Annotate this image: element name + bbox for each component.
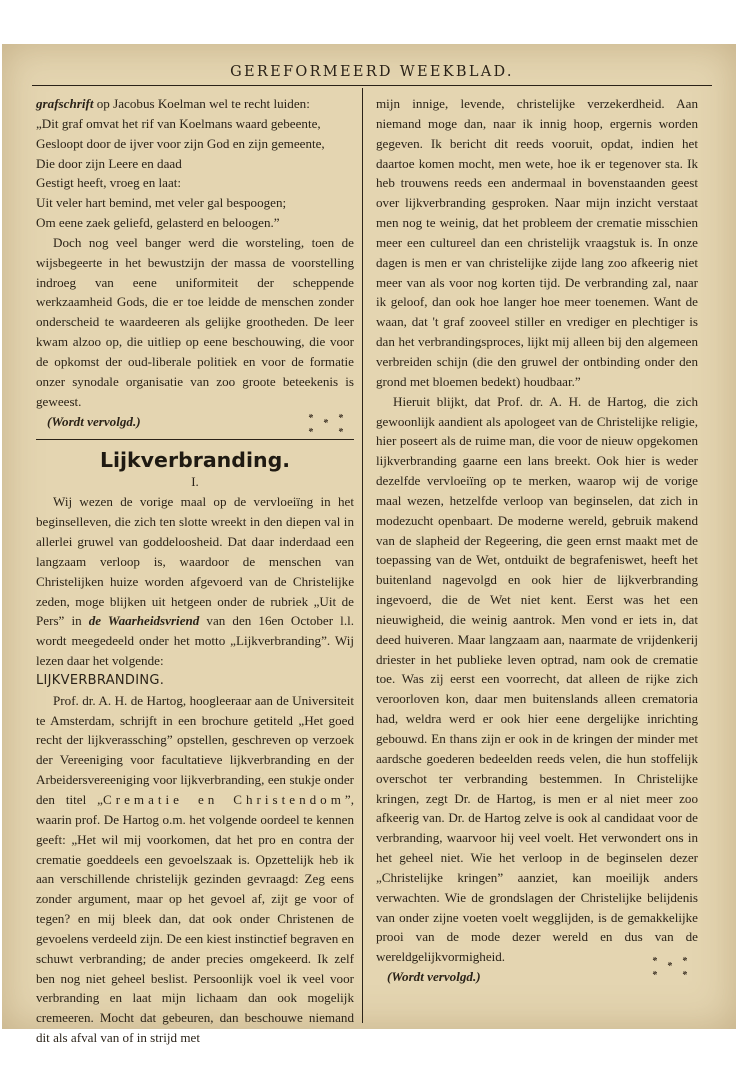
paragraph-text: ”, waarin prof. De Hartog o.m. het volgende oordeel te kennen geeft: „Het wil mij voorkomen, dat het pro en contra der crematie goeddeels een gevoelszaak is. Opzettelijk heb ik aan verschillende christelijk gezinden gevraagd: Zeg eens zonder argument, maar op het gevoel af, zijt ge voor of tegen? en mij bleek dan, dat ook onder Christenen de gevoelens verdeeld zijn. De een kiest instinctief begraven en schuwt verbranding; de ander precies omgekeerd. Ik zelf ben nog niet geheel beslist. Persoonlijk voel ik veel voor verbranding en laat mijn lichaam dan ook mogelijk cremeeren. Mocht dat gebeuren, dan beschouwe niemand dit als afval van of in strijd met — [36, 792, 354, 1046]
verse-line: Om eene zaek geliefd, gelasterd en beloogen.” — [36, 215, 280, 231]
source-title: de Waarheidsvriend — [88, 613, 200, 629]
intro-line — [36, 94, 354, 114]
paragraph-text: van den 16en October l.l. wordt meegedeeld onder het motto „Lijkverbranding”. Wij lezen daar het volgende: — [36, 613, 355, 669]
right-column — [376, 94, 698, 987]
newspaper-page — [2, 44, 736, 1046]
masthead-rule — [32, 85, 712, 86]
intro-lead-italic: grafschrift — [36, 96, 94, 111]
masthead-title: GEREFORMEERD WEEKBLAD. — [230, 64, 514, 80]
article-part-number: I. — [191, 474, 199, 490]
epitaph-verse — [36, 114, 354, 233]
article-title: Lijkverbranding. — [99, 448, 291, 473]
to-be-continued-left — [36, 412, 354, 438]
paragraph-de-hartog — [36, 691, 354, 1048]
paragraph-text: Wij wezen de vorige maal op de vervloeiïng in het beginselleven, die zich ten slotte wreekt in den diepen val in allerlei gruwel van goddeloosheid. Dat daar inderdaad een langzaam verloop is, waardoor de menschen van Christelijken huize worden afgevoerd van de Christelijke zeden, moge blijken uit hetgeen onder de rubriek „Uit de Pers” in — [36, 494, 354, 629]
verse-line: „Dit graf omvat het rif van Koelmans waard gebeente, — [36, 115, 321, 131]
verse-line: Die door zijn Leere en daad — [36, 155, 182, 171]
asterism-ornament: * * * * * — [652, 956, 687, 982]
paragraph-vervloeiing — [36, 492, 354, 671]
paragraph-continuation: mijn innige, levende, christelijke verzekerdheid. Aan niemand moge dan, naar ik innig hoop, ergernis worden gegeven. Ik bericht dit reeds vooruit, opdat, indien het daartoe komen mocht, men wete, hoe ik er tegenover sta. Ik heb trouwens reeds een andermaal in bovenstaanden geest over lijkverbranding gesproken. Naar mijn inzicht verstaat men nog te weinig, dat het probleem der crematie misschien meer een cultureel dan een christelijk vraagstuk is. In onze dagen is men er van christelijke zijde lang zoo afkeerig niet meer van als voor nog korten tijd. De verbranding zal, naar ik geloof, dan ook hoe langer hoe meer toenemen. Want de waan, dat 't graf zooveel stiller en vrediger en plechtiger is dan het verbrandingsproces, lijkt mij alleen bij den algemeen verbreiden schijn (die den gruwel der ontbinding onder den grond met bloemen bedekt) houdbaar.” — [376, 96, 698, 389]
paragraph-worsteling: Doch nog veel banger werd die worsteling, toen de wijsbegeerte in het bewustzijn der massa de voorstelling indroeg van eene uniformiteit der scheppende werkzaamheid Gods, die er toe leidde de menschen zonder onderscheid te waardeeren als gelijke grootheden. De leer kwam alzoo op, die uitliep op eene beschouwing, die voor de opkomst der oud-liberale politiek en voor de formatie onzer synodale organisatie van zoo groote beteekenis is geweest. — [36, 234, 354, 409]
to-be-continued-right — [376, 956, 698, 987]
verse-line: Uit veler hart bemind, met veler gal bespoogen; — [36, 195, 287, 211]
to-be-continued-text: (Wordt vervolgd.) — [387, 969, 481, 985]
paragraph-hieruit-blijkt: Hieruit blijkt, dat Prof. dr. A. H. de Hartog, die zich gewoonlijk aandient als apologeet van de Christelijke religie, hier poseert als de ruime man, die voor de nieuw opgekomen lijkverbranding gaarne een lans breekt. Ook hier is weder dezelfde vervloeiïng op te merken, waarop wij de vorige maal wezen, hetzelfde verloop van beginselen, dat zich in modezucht openbaart. De moderne wereld, gebruik makend van de slapheid der Regeering, die geen ernst maakt met de toepassing van de Wet, ontduikt de begrafeniswet, heeft het buitenland nagevolgd en ook hier de lijkverbranding ingevoerd, die de Wet niet kent. Eerst was het een nieuwigheid, die weinig aantrok. Men vond er iets in, dat deed huiveren. Maar langzaam aan, naarmate de vrijdenkerij driester in het publieke leven optrad, nam ook de crematie toe. Was zij eerst een voorrecht, dat alleen de rijke zich veroorloven kon, daar men buitenslands alleen crematoria had, weldra werd er ook hier eene dergelijke inrichting gebouwd. En thans zijn er ook in de kringen der minder met aardsche goederen bedeelden reeds velen, die hun stoffelijk overschot ter verbranding bestemmen. In Christelijke kringen, zegt Dr. de Hartog, is men er al niet meer zoo afkeerig van. Dr. de Hartog zelve is ook al candidaat voor de verbranding, waarvoor hij veel voelt. Het verwondert ons in het geheel niet. Wie het verloop in de beginselen dezer „Christelijke kringen” aanziet, kan moeilijk anders verwachten. Wie de grondslagen der Christelijke belijdenis van onder zijne voeten voelt wegglijden, is de gemakkelijke prooi van de mode dezer wereld en dus van de wereldgelijkvormigheid. — [376, 393, 698, 965]
verse-line: Gestigt heeft, vroeg en laat: — [36, 175, 182, 191]
left-column — [36, 94, 354, 1048]
to-be-continued-text: (Wordt vervolgd.) — [47, 413, 141, 429]
asterism-ornament: * * * * * — [308, 412, 343, 438]
spaced-title: Crematie en Christendom — [103, 792, 345, 807]
quoted-subheading: LIJKVERBRANDING. — [36, 672, 165, 688]
intro-lead-rest: op Jacobus Koelman wel te recht luiden: — [93, 96, 310, 111]
column-divider — [362, 88, 363, 1023]
section-rule — [36, 439, 354, 440]
paragraph-text: Prof. dr. A. H. de Hartog, hoogleeraar aan de Universiteit te Amsterdam, schrijft in een brochure getiteld „Het goed recht der lijkverassching” opstellen, geschreven op verzoek der Vereeniging voor facultatieve lijkverbranding en der Arbeidersvereeniging voor lijkverbranding, een stukje onder den titel „ — [36, 692, 354, 807]
verse-line: Gesloopt door de ijver voor zijn God en zijn gemeente, — [36, 135, 325, 151]
